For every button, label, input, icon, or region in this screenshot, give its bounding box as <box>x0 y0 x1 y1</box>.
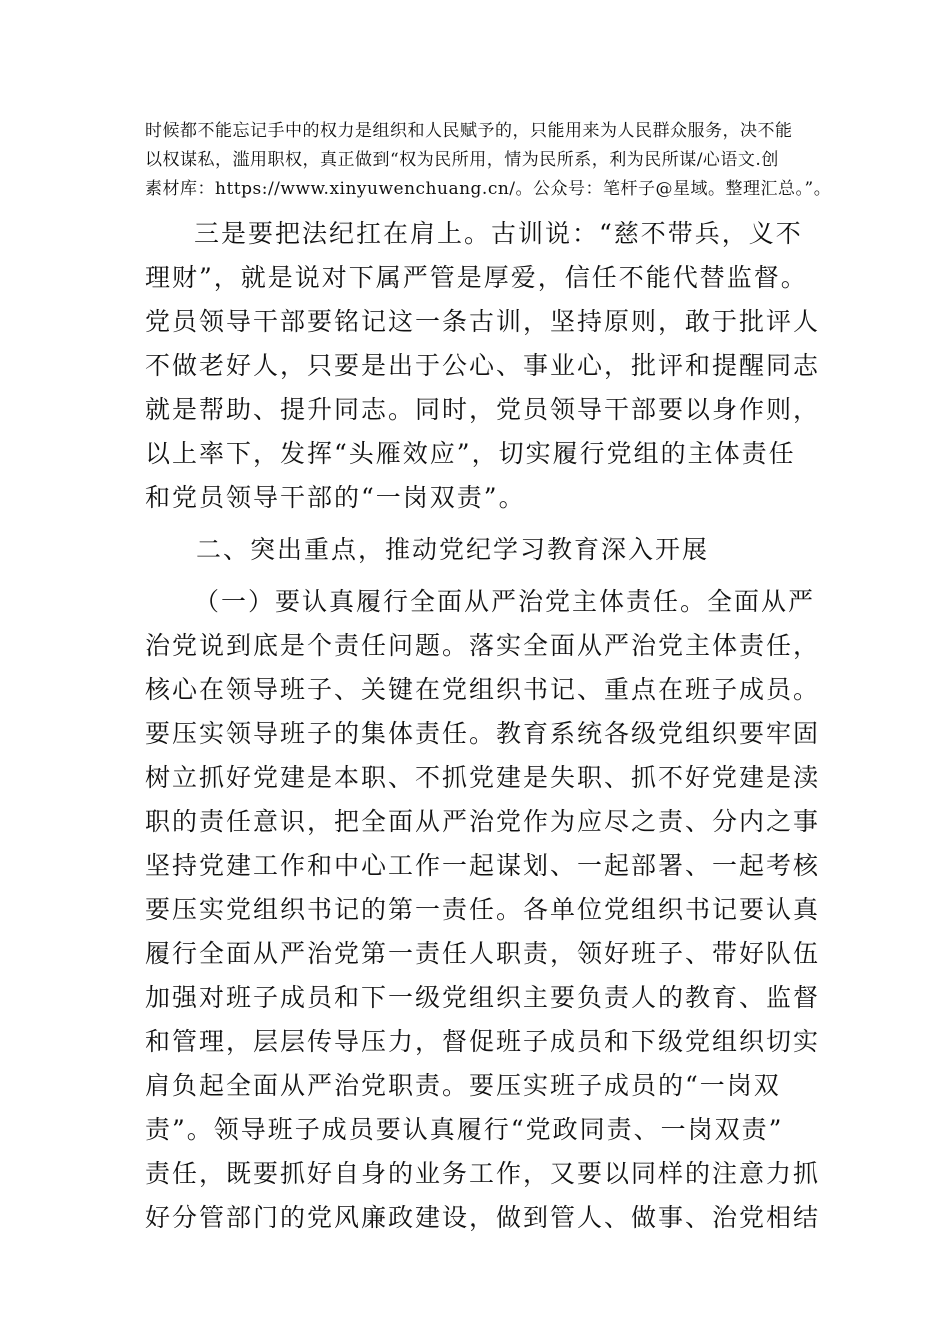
quote-line: 素材库：https://www.xinyuwenchuang.cn/。公众号：笔杆子@星域。整理汇总。”。 <box>145 179 832 199</box>
paragraph-line: 要压实领导班子的集体责任。教育系统各级党组织要牢固 <box>145 719 821 748</box>
paragraph-line: 理财”，就是说对下属严管是厚爱，信任不能代替监督。 <box>145 263 808 292</box>
paragraph-line: 治党说到底是个责任问题。落实全面从严治党主体责任， <box>145 631 821 660</box>
quote-line: 时候都不能忘记手中的权力是组织和人民赋予的，只能用来为人民群众服务，决不能 <box>145 121 793 141</box>
paragraph-line: 三是要把法纪扛在肩上。古训说：“慈不带兵，义不 <box>194 219 803 248</box>
paragraph-line: 和管理，层层传导压力，督促班子成员和下级党组织切实 <box>145 1027 821 1056</box>
paragraph-line: 加强对班子成员和下一级党组织主要负责人的教育、监督 <box>145 983 821 1012</box>
paragraph-line: 肩负起全面从严治党职责。要压实班子成员的“一岗双 <box>145 1071 781 1100</box>
paragraph-line: 坚持党建工作和中心工作一起谋划、一起部署、一起考核 <box>145 851 821 880</box>
paragraph-line: 责任，既要抓好自身的业务工作，又要以同样的注意力抓 <box>145 1159 821 1188</box>
paragraph-line: 责”。领导班子成员要认真履行“党政同责、一岗双责” <box>145 1115 784 1144</box>
quote-line: 以权谋私，滥用职权，真正做到“权为民所用，情为民所系，利为民所谋/心语文.创 <box>145 150 779 170</box>
paragraph-line: 不做老好人，只要是出于公心、事业心，批评和提醒同志 <box>145 351 821 380</box>
paragraph-line: 以上率下，发挥“头雁效应”，切实履行党组的主体责任 <box>145 439 796 468</box>
section-heading: 二、突出重点，推动党纪学习教育深入开展 <box>196 535 710 564</box>
paragraph-line: 党员领导干部要铭记这一条古训，坚持原则，敢于批评人 <box>145 307 821 336</box>
paragraph-line: （一）要认真履行全面从严治党主体责任。全面从严 <box>194 587 816 616</box>
paragraph-line: 就是帮助、提升同志。同时，党员领导干部要以身作则， <box>145 395 821 424</box>
paragraph-line: 和党员领导干部的“一岗双责”。 <box>145 483 526 512</box>
paragraph-line: 履行全面从严治党第一责任人职责，领好班子、带好队伍 <box>145 939 821 968</box>
paragraph-line: 职的责任意识，把全面从严治党作为应尽之责、分内之事 <box>145 807 821 836</box>
paragraph-line: 好分管部门的党风廉政建设，做到管人、做事、治党相结 <box>145 1203 821 1232</box>
paragraph-line: 树立抓好党建是本职、不抓党建是失职、抓不好党建是渎 <box>145 763 821 792</box>
paragraph-line: 要压实党组织书记的第一责任。各单位党组织书记要认真 <box>145 895 821 924</box>
paragraph-line: 核心在领导班子、关键在党组织书记、重点在班子成员。 <box>145 675 821 704</box>
